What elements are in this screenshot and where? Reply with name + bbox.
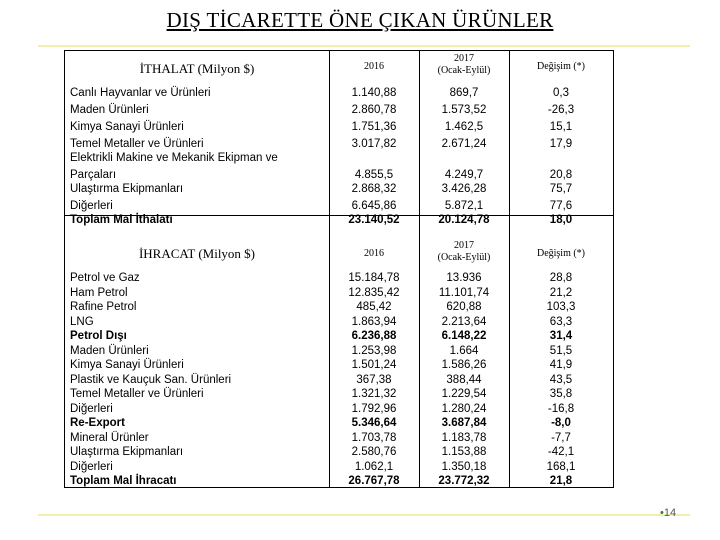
value-change: 21,2 [549, 286, 573, 299]
value-change: 103,3 [546, 301, 576, 313]
value-change: 63,3 [549, 315, 573, 328]
value-2017: 4.249,7 [444, 169, 484, 181]
value-change: 0,3 [553, 87, 569, 99]
row-label: Temel Metaller ve Ürünleri [70, 388, 204, 400]
value-2016: 1.501,24 [351, 359, 397, 371]
page-number [660, 507, 676, 519]
row-label: Maden Ürünleri [70, 344, 149, 357]
row-label: Rafine Petrol [70, 301, 137, 313]
row-label: Petrol ve Gaz [70, 272, 140, 284]
value-2016: 1.703,78 [351, 431, 397, 444]
value-2017: 6.148,22 [441, 330, 487, 342]
value-change: 41,9 [549, 359, 573, 371]
import-heading: İTHALAT (Milyon $) [139, 61, 255, 76]
value-change: 17,9 [549, 138, 573, 150]
value-2017: 1.350,18 [441, 460, 487, 473]
value-change: -42,1 [547, 446, 575, 458]
import-col-2017-period: (Ocak-Eylül) [437, 65, 491, 76]
export-col-change: Değişim (*) [536, 248, 586, 259]
import-col-change: Değişim (*) [536, 61, 586, 72]
bullet-icon: • [660, 507, 664, 519]
value-2017: 3.687,84 [441, 417, 487, 429]
trade-table [64, 50, 614, 488]
value-change: 51,5 [549, 344, 573, 357]
row-label: Ulaştırma Ekipmanları [70, 446, 184, 458]
row-label: Diğerleri [70, 402, 113, 415]
value-2016: 23.140,52 [348, 214, 400, 226]
row-label: Toplam Mal İthalatı [70, 214, 173, 226]
value-2016: 1.253,98 [351, 344, 397, 357]
value-change: 20,8 [549, 169, 573, 181]
value-2017: 620,88 [446, 301, 482, 313]
value-2016: 367,38 [356, 373, 392, 386]
row-label: Canlı Hayvanlar ve Ürünleri [70, 87, 211, 99]
value-2016: 15.184,78 [348, 272, 400, 284]
value-2016: 2.580,76 [351, 446, 397, 458]
import-col-2017-year: 2017 [454, 53, 474, 64]
value-2016: 1.062,1 [354, 460, 394, 473]
value-2017: 5.872,1 [444, 200, 484, 212]
value-change: 75,7 [549, 183, 573, 195]
value-change: 31,4 [549, 330, 573, 342]
value-change: 21,8 [549, 475, 573, 487]
export-col-2016: 2016 [364, 248, 384, 259]
row-label: LNG [70, 315, 94, 328]
value-2016: 2.868,32 [351, 183, 397, 195]
value-change: 18,0 [549, 214, 573, 226]
value-change: 35,8 [549, 388, 573, 400]
value-change: -16,8 [547, 402, 575, 415]
value-2017: 11.101,74 [438, 286, 490, 299]
value-2017: 869,7 [449, 87, 479, 99]
value-2017: 20.124,78 [438, 214, 490, 226]
value-2016: 26.767,78 [348, 475, 400, 487]
value-2016: 1.863,94 [351, 315, 397, 328]
value-2016: 12.835,42 [348, 286, 400, 299]
value-2016: 4.855,5 [354, 169, 394, 181]
value-2016: 6.645,86 [351, 200, 397, 212]
value-2017: 3.426,28 [441, 183, 487, 195]
value-2016: 5.346,64 [351, 417, 397, 429]
import-col-2017 [419, 53, 509, 77]
export-col-2017-period: (Ocak-Eylül) [437, 252, 491, 263]
row-label: Kimya Sanayi Ürünleri [70, 359, 184, 371]
row-label: Re-Export [70, 417, 125, 429]
row-label: Elektrikli Makine ve Mekanik Ekipman ve [70, 152, 278, 164]
value-2017: 1.153,88 [441, 446, 487, 458]
value-2017: 1.229,54 [441, 388, 487, 400]
value-2017: 1.183,78 [441, 431, 487, 444]
value-2017: 1.462,5 [444, 121, 484, 133]
value-2016: 2.860,78 [351, 104, 397, 116]
page-title: DIŞ TİCARETTE ÖNE ÇIKAN ÜRÜNLER [166, 8, 554, 32]
value-2016: 1.792,96 [351, 402, 397, 415]
value-2017: 23.772,32 [438, 475, 490, 487]
row-label: Kimya Sanayi Ürünleri [70, 121, 184, 133]
bottom-divider [38, 514, 690, 516]
row-label: Diğerleri [70, 460, 113, 473]
value-2016: 1.751,36 [351, 121, 397, 133]
value-change: 168,1 [546, 460, 576, 473]
export-col-2017 [419, 240, 509, 264]
value-2017: 2.213,64 [441, 315, 487, 328]
value-change: 28,8 [549, 272, 573, 284]
value-change: 43,5 [549, 373, 573, 386]
value-2017: 1.573,52 [441, 104, 487, 116]
value-change: 77,6 [549, 200, 573, 212]
row-label: Petrol Dışı [70, 330, 127, 342]
row-label: Toplam Mal İhracatı [70, 475, 177, 487]
value-2016: 1.140,88 [351, 87, 397, 99]
row-label: Maden Ürünleri [70, 104, 149, 116]
value-change: -26,3 [547, 104, 575, 116]
value-2017: 1.664 [449, 344, 479, 357]
export-heading: İHRACAT (Milyon $) [138, 246, 256, 261]
value-2016: 3.017,82 [351, 138, 397, 150]
value-change: -8,0 [551, 417, 571, 429]
value-change: 15,1 [549, 121, 573, 133]
value-2016: 6.236,88 [351, 330, 397, 342]
export-col-2017-year: 2017 [454, 240, 474, 251]
import-col-2016: 2016 [364, 61, 384, 72]
row-label: Mineral Ürünler [70, 431, 149, 444]
value-2016: 1.321,32 [351, 388, 397, 400]
value-2017: 13.936 [446, 272, 482, 284]
value-2017: 2.671,24 [441, 138, 487, 150]
row-label: Diğerleri [70, 200, 113, 212]
page-number-value: 14 [663, 507, 677, 519]
value-2017: 1.586,26 [441, 359, 487, 371]
row-label: Plastik ve Kauçuk San. Ürünleri [70, 373, 232, 386]
value-2016: 485,42 [356, 301, 392, 313]
top-divider [38, 45, 690, 47]
row-label: Ham Petrol [70, 286, 128, 299]
value-2017: 388,44 [446, 373, 482, 386]
value-2017: 1.280,24 [441, 402, 487, 415]
row-label: Parçaları [70, 169, 117, 181]
row-label: Temel Metaller ve Ürünleri [70, 138, 204, 150]
row-label: Ulaştırma Ekipmanları [70, 183, 184, 195]
value-change: -7,7 [551, 431, 571, 444]
